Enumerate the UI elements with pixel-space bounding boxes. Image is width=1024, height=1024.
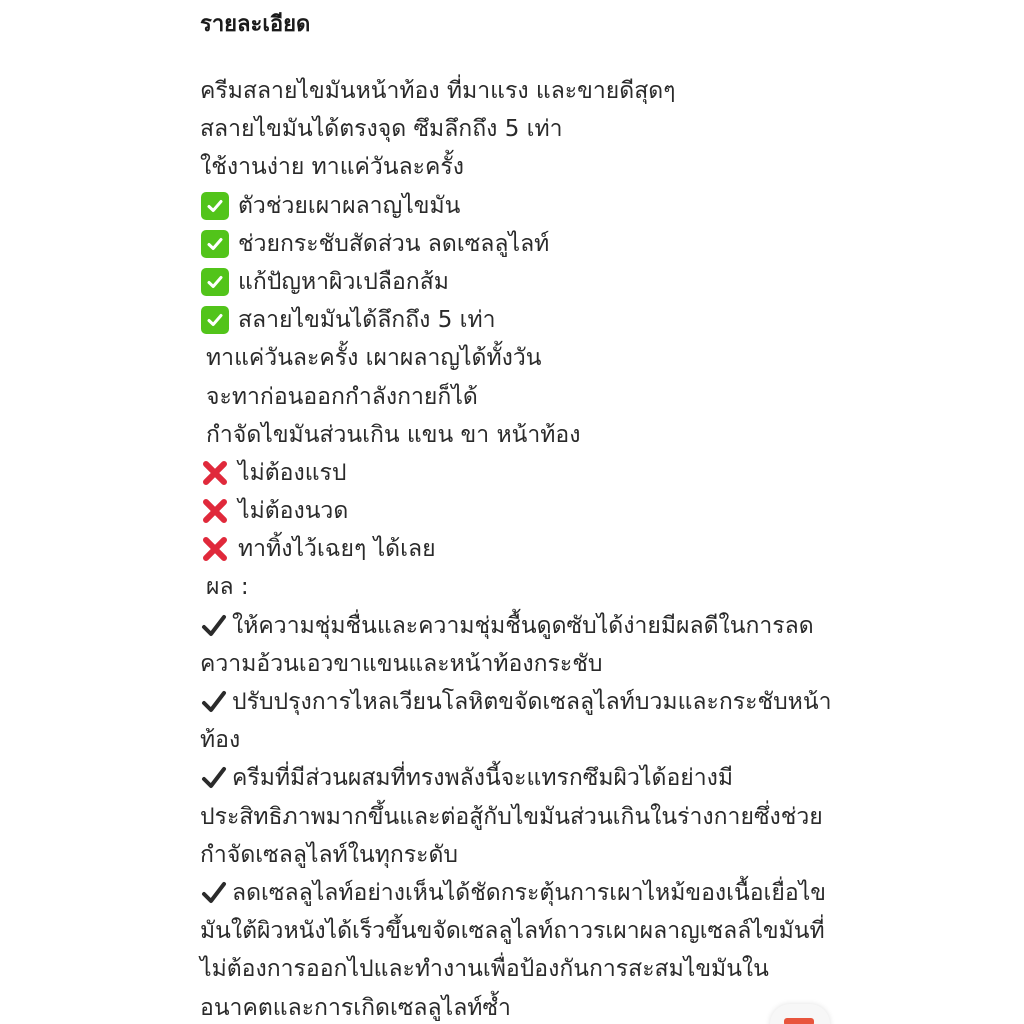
product-description — [200, 72, 1000, 1024]
description-line-text: อนาคตและการเกิดเซลลูไลท์ซ้ำ — [200, 994, 511, 1021]
description-line — [200, 798, 1000, 836]
description-line — [200, 721, 1000, 759]
floating-action-button[interactable] — [770, 1004, 830, 1024]
description-line — [200, 301, 1000, 339]
description-line-text: สลายไขมันได้ลึกถึง 5 เท่า — [238, 307, 496, 334]
description-line — [200, 950, 1000, 988]
description-line-text: กำจัดเซลลูไลท์ในทุกระดับ — [200, 841, 459, 868]
description-line-text: ประสิทธิภาพมากขึ้นและต่อสู้กับไขมันส่วนเกินในร่างกายซึ่งช่วย — [200, 803, 823, 830]
cross-red-icon — [200, 534, 230, 564]
description-line — [200, 530, 1000, 568]
description-line — [200, 874, 1000, 912]
description-line — [200, 110, 1000, 148]
description-line — [200, 148, 1000, 186]
description-line — [200, 378, 1000, 416]
section-title: รายละเอียด — [200, 12, 311, 37]
description-line-text: ครีมสลายไขมันหน้าท้อง ที่มาแรง และขายดีสุดๆ — [200, 78, 676, 104]
cross-red-icon — [200, 458, 230, 488]
cross-red-icon — [200, 496, 230, 526]
description-line — [200, 989, 1000, 1024]
description-line — [200, 836, 1000, 874]
description-line — [200, 683, 1000, 721]
description-line — [200, 72, 1000, 110]
check-green-icon — [200, 267, 230, 297]
description-line-text: ลดเซลลูไลท์อย่างเห็นได้ชัดกระตุ้นการเผาไหม้ของเนื้อเยื่อไข — [232, 879, 826, 906]
description-line-text: ช่วยกระชับสัดส่วน ลดเซลลูไลท์ — [238, 230, 550, 257]
tick-dark-icon — [200, 612, 228, 640]
description-line-text: ตัวช่วยเผาผลาญไขมัน — [238, 192, 461, 219]
description-line-text: ใช้งานง่าย ทาแค่วันละครั้ง — [200, 154, 464, 181]
description-line — [200, 645, 1000, 683]
description-line-text: ท้อง — [200, 727, 241, 754]
tick-dark-icon — [200, 688, 228, 716]
chat-icon — [784, 1018, 814, 1024]
description-line — [200, 912, 1000, 950]
description-line — [200, 225, 1000, 263]
description-line-text: จะทาก่อนออกกำลังกายก็ได้ — [206, 383, 478, 410]
description-line — [200, 568, 1000, 606]
description-line — [200, 454, 1000, 492]
description-line-text: ครีมที่มีส่วนผสมที่ทรงพลังนี้จะแทรกซึมผิวได้อย่างมี — [232, 765, 734, 792]
description-line-text: ความอ้วนเอวขาแขนและหน้าท้องกระชับ — [200, 650, 603, 677]
description-line-text: กำจัดไขมันส่วนเกิน แขน ขา หน้าท้อง — [206, 421, 581, 448]
check-green-icon — [200, 191, 230, 221]
description-line-text: สลายไขมันได้ตรงจุด ซึมลึกถึง 5 เท่า — [200, 116, 563, 143]
description-line-text: แก้ปัญหาผิวเปลือกส้ม — [238, 268, 449, 295]
description-line — [200, 339, 1000, 377]
description-line-text: ให้ความชุ่มชื่นและความชุ่มชื้นดูดซับได้ง่ายมีผลดีในการลด — [232, 612, 814, 639]
tick-dark-icon — [200, 764, 228, 792]
description-line — [200, 187, 1000, 225]
description-line — [200, 263, 1000, 301]
description-line-text: ทาทิ้งไว้เฉยๆ ได้เลย — [238, 536, 436, 563]
description-line-text: ผล : — [206, 574, 249, 601]
description-line-text: มันใต้ผิวหนังได้เร็วขึ้นขจัดเซลลูไลท์ถาวรเผาผลาญเซลล์ไขมันที่ — [200, 918, 825, 945]
check-green-icon — [200, 229, 230, 259]
description-line — [200, 416, 1000, 454]
description-line-text: ไม่ต้องนวด — [238, 498, 349, 525]
tick-dark-icon — [200, 879, 228, 907]
description-line-text: ไม่ต้องการออกไปและทำงานเพื่อป้องกันการสะสมไขมันใน — [200, 956, 769, 983]
description-line-text: ปรับปรุงการไหลเวียนโลหิตขจัดเซลลูไลท์บวมและกระชับหน้า — [232, 689, 832, 715]
description-line — [200, 607, 1000, 645]
description-line — [200, 759, 1000, 797]
check-green-icon — [200, 305, 230, 335]
description-line-text: ไม่ต้องแรป — [238, 459, 347, 486]
description-line-text: ทาแค่วันละครั้ง เผาผลาญได้ทั้งวัน — [206, 345, 542, 372]
description-line — [200, 492, 1000, 530]
